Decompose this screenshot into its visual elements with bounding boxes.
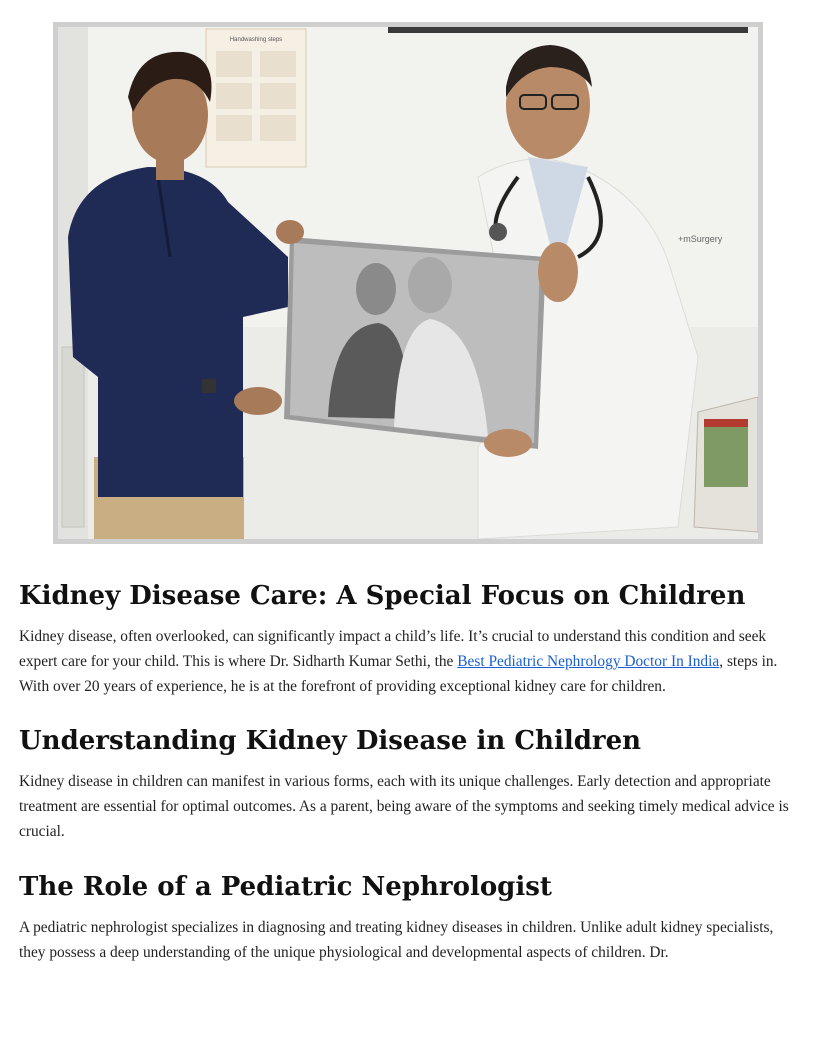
article-body [19, 578, 799, 965]
best-pediatric-nephrology-link[interactable]: Best Pediatric Nephrology Doctor In India [457, 653, 720, 670]
section-heading: Understanding Kidney Disease in Children [19, 726, 642, 756]
section-paragraph [19, 624, 799, 699]
paragraph-text-start: Kidney disease, often overlooked, can significantly impact a child’s life. It’s crucial to understand this condition and seek expert care for your child. This is where Dr. Sidharth Kumar Sethi, the [19, 628, 767, 670]
handwashing-poster [206, 29, 306, 167]
section-understanding [19, 723, 799, 844]
coat-logo: +mSurgery [678, 234, 723, 244]
section-heading: The Role of a Pediatric Nephrologist [19, 872, 552, 902]
section-paragraph: A pediatric nephrologist specializes in diagnosing and treating kidney diseases in children. Unlike adult kidney specialists, they possess a deep understanding of the unique physiological and developmental aspects of children. Dr. [19, 919, 774, 961]
paragraph-text-end: , steps in. With over 20 years of experience, he is at the forefront of providing exceptional kidney care for children. [19, 653, 778, 695]
section-kidney-care [19, 578, 799, 699]
section-paragraph: Kidney disease in children can manifest in various forms, each with its unique challenges. Early detection and appropriate treatment are essential for optimal outcomes. As a parent, being aware of the symptoms and seeking timely medical advice is crucial. [19, 773, 789, 840]
hero-photo [53, 22, 763, 544]
doctor-patient-photo-illustration [58, 27, 758, 539]
poster-title: Handwashing steps [229, 37, 283, 43]
section-role [19, 869, 799, 965]
section-heading: Kidney Disease Care: A Special Focus on Children [19, 581, 746, 611]
desk-calendar [694, 397, 758, 532]
